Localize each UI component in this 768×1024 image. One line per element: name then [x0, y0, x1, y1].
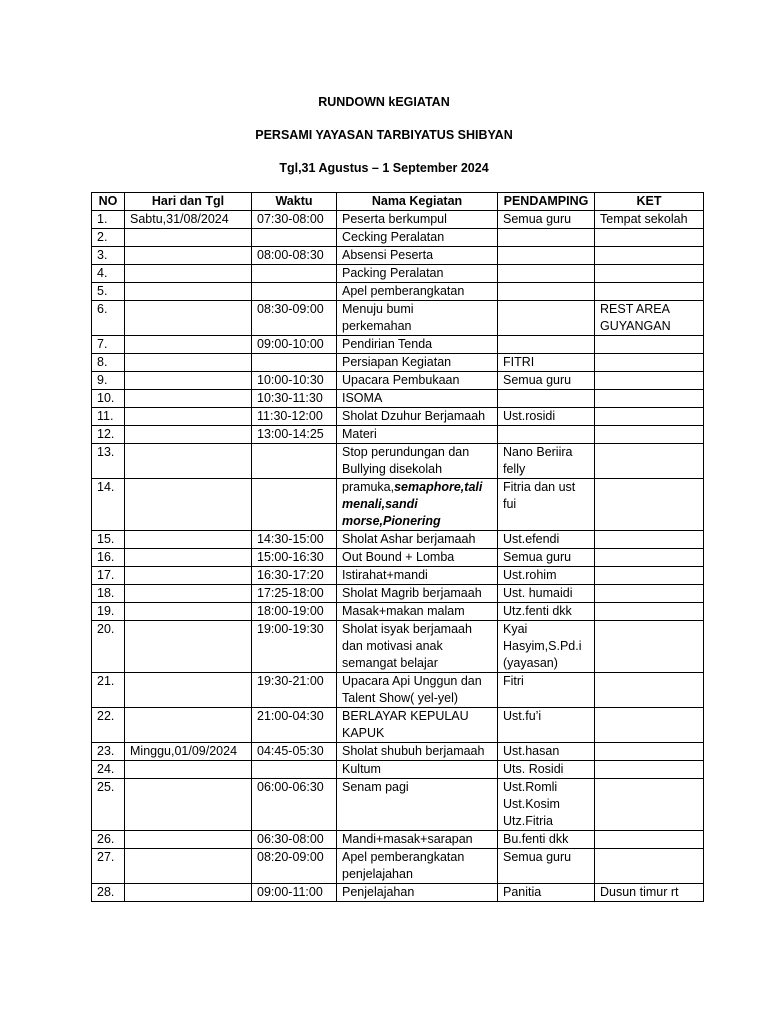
cell-waktu: 08:00-08:30 — [252, 247, 337, 265]
document-subtitle: PERSAMI YAYASAN TARBIYATUS SHIBYAN — [255, 128, 513, 142]
cell-no: 22. — [92, 708, 125, 743]
cell-pendamping: Semua guru — [498, 211, 595, 229]
cell-ket — [595, 779, 704, 831]
cell-ket — [595, 708, 704, 743]
cell-no: 24. — [92, 761, 125, 779]
cell-nama-kegiatan: Mandi+masak+sarapan — [337, 831, 498, 849]
cell-hari-dan-tgl — [125, 849, 252, 884]
cell-hari-dan-tgl — [125, 247, 252, 265]
cell-ket — [595, 479, 704, 531]
cell-ket — [595, 372, 704, 390]
cell-pendamping — [498, 265, 595, 283]
cell-hari-dan-tgl — [125, 229, 252, 247]
cell-pendamping: Fitria dan ust fui — [498, 479, 595, 531]
header-waktu: Waktu — [252, 193, 337, 211]
cell-nama-kegiatan: Senam pagi — [337, 779, 498, 831]
cell-no: 28. — [92, 884, 125, 902]
cell-waktu: 04:45-05:30 — [252, 743, 337, 761]
cell-waktu: 17:25-18:00 — [252, 585, 337, 603]
table-row — [92, 549, 704, 567]
cell-no: 19. — [92, 603, 125, 621]
cell-nama-kegiatan: Upacara Pembukaan — [337, 372, 498, 390]
table-row — [92, 211, 704, 229]
cell-nama-kegiatan: Sholat Dzuhur Berjamaah — [337, 408, 498, 426]
table-row — [92, 708, 704, 743]
cell-hari-dan-tgl — [125, 390, 252, 408]
cell-no: 15. — [92, 531, 125, 549]
cell-waktu: 09:00-10:00 — [252, 336, 337, 354]
cell-ket — [595, 229, 704, 247]
table-body — [92, 211, 704, 902]
cell-ket — [595, 247, 704, 265]
cell-ket — [595, 549, 704, 567]
cell-pendamping — [498, 283, 595, 301]
cell-no: 12. — [92, 426, 125, 444]
cell-pendamping: Ust. humaidi — [498, 585, 595, 603]
cell-no: 9. — [92, 372, 125, 390]
cell-hari-dan-tgl — [125, 621, 252, 673]
cell-pendamping: Fitri — [498, 673, 595, 708]
cell-hari-dan-tgl — [125, 673, 252, 708]
cell-ket — [595, 531, 704, 549]
cell-hari-dan-tgl — [125, 531, 252, 549]
cell-waktu: 10:00-10:30 — [252, 372, 337, 390]
cell-no: 17. — [92, 567, 125, 585]
cell-waktu: 08:30-09:00 — [252, 301, 337, 336]
cell-hari-dan-tgl: Minggu,01/09/2024 — [125, 743, 252, 761]
cell-waktu: 15:00-16:30 — [252, 549, 337, 567]
cell-nama-kegiatan: Sholat isyak berjamaah dan motivasi anak semangat belajar — [337, 621, 498, 673]
cell-waktu — [252, 265, 337, 283]
cell-pendamping — [498, 247, 595, 265]
table-row — [92, 247, 704, 265]
cell-no: 6. — [92, 301, 125, 336]
cell-hari-dan-tgl — [125, 831, 252, 849]
cell-pendamping — [498, 390, 595, 408]
cell-pendamping: Bu.fenti dkk — [498, 831, 595, 849]
cell-waktu — [252, 479, 337, 531]
rundown-table — [91, 192, 704, 902]
table-row — [92, 779, 704, 831]
cell-hari-dan-tgl — [125, 585, 252, 603]
cell-nama-kegiatan: Out Bound + Lomba — [337, 549, 498, 567]
cell-nama-kegiatan: Apel pemberangkatan — [337, 283, 498, 301]
cell-no: 5. — [92, 283, 125, 301]
cell-nama-kegiatan: ISOMA — [337, 390, 498, 408]
table-row — [92, 408, 704, 426]
cell-nama-kegiatan: Sholat shubuh berjamaah — [337, 743, 498, 761]
cell-ket: Tempat sekolah — [595, 211, 704, 229]
cell-hari-dan-tgl — [125, 708, 252, 743]
cell-waktu: 06:00-06:30 — [252, 779, 337, 831]
table-row — [92, 372, 704, 390]
table-row — [92, 390, 704, 408]
cell-ket: REST AREA GUYANGAN — [595, 301, 704, 336]
cell-no: 8. — [92, 354, 125, 372]
cell-pendamping — [498, 426, 595, 444]
header-no: NO — [92, 193, 125, 211]
cell-waktu: 19:00-19:30 — [252, 621, 337, 673]
cell-no: 1. — [92, 211, 125, 229]
cell-ket — [595, 849, 704, 884]
cell-waktu: 14:30-15:00 — [252, 531, 337, 549]
cell-hari-dan-tgl — [125, 372, 252, 390]
table-row — [92, 479, 704, 531]
cell-pendamping: Uts. Rosidi — [498, 761, 595, 779]
cell-no: 27. — [92, 849, 125, 884]
kegiatan-emphasis-text: semaphore,tali menali,sandi morse,Pionering — [342, 480, 483, 528]
header-pendamping: PENDAMPING — [498, 193, 595, 211]
cell-waktu — [252, 229, 337, 247]
cell-no: 4. — [92, 265, 125, 283]
cell-pendamping: Semua guru — [498, 549, 595, 567]
cell-ket — [595, 426, 704, 444]
table-row — [92, 761, 704, 779]
cell-pendamping: Kyai Hasyim,S.Pd.i (yayasan) — [498, 621, 595, 673]
cell-hari-dan-tgl — [125, 567, 252, 585]
cell-ket — [595, 673, 704, 708]
table-row — [92, 884, 704, 902]
cell-no: 26. — [92, 831, 125, 849]
cell-pendamping: Ust.Romli Ust.Kosim Utz.Fitria — [498, 779, 595, 831]
cell-pendamping: Panitia — [498, 884, 595, 902]
cell-no: 25. — [92, 779, 125, 831]
cell-waktu: 08:20-09:00 — [252, 849, 337, 884]
cell-waktu: 11:30-12:00 — [252, 408, 337, 426]
cell-waktu: 06:30-08:00 — [252, 831, 337, 849]
cell-nama-kegiatan: Absensi Peserta — [337, 247, 498, 265]
table-row — [92, 621, 704, 673]
cell-ket — [595, 336, 704, 354]
cell-no: 11. — [92, 408, 125, 426]
cell-pendamping: Semua guru — [498, 849, 595, 884]
cell-ket — [595, 603, 704, 621]
cell-nama-kegiatan: Peserta berkumpul — [337, 211, 498, 229]
cell-ket — [595, 390, 704, 408]
cell-hari-dan-tgl: Sabtu,31/08/2024 — [125, 211, 252, 229]
document-title: RUNDOWN kEGIATAN — [318, 95, 450, 109]
cell-nama-kegiatan: Packing Peralatan — [337, 265, 498, 283]
header-nama-kegiatan: Nama Kegiatan — [337, 193, 498, 211]
table-row — [92, 831, 704, 849]
cell-ket — [595, 354, 704, 372]
cell-no: 18. — [92, 585, 125, 603]
cell-no: 3. — [92, 247, 125, 265]
cell-nama-kegiatan: Persiapan Kegiatan — [337, 354, 498, 372]
cell-no: 16. — [92, 549, 125, 567]
cell-nama-kegiatan: Masak+makan malam — [337, 603, 498, 621]
cell-hari-dan-tgl — [125, 884, 252, 902]
cell-nama-kegiatan: Stop perundungan dan Bullying disekolah — [337, 444, 498, 479]
kegiatan-text: pramuka, — [342, 480, 395, 494]
table-row — [92, 336, 704, 354]
cell-no: 20. — [92, 621, 125, 673]
table-row — [92, 531, 704, 549]
cell-no: 2. — [92, 229, 125, 247]
cell-hari-dan-tgl — [125, 354, 252, 372]
cell-ket — [595, 743, 704, 761]
cell-hari-dan-tgl — [125, 761, 252, 779]
table-row — [92, 283, 704, 301]
cell-waktu — [252, 444, 337, 479]
cell-hari-dan-tgl — [125, 426, 252, 444]
cell-waktu: 18:00-19:00 — [252, 603, 337, 621]
table-row — [92, 673, 704, 708]
table-row — [92, 567, 704, 585]
cell-nama-kegiatan: Istirahat+mandi — [337, 567, 498, 585]
cell-ket: Dusun timur rt — [595, 884, 704, 902]
cell-pendamping: Ust.hasan — [498, 743, 595, 761]
cell-nama-kegiatan: Pendirian Tenda — [337, 336, 498, 354]
cell-ket — [595, 567, 704, 585]
document-date: Tgl,31 Agustus – 1 September 2024 — [279, 161, 489, 175]
table-row — [92, 301, 704, 336]
cell-ket — [595, 585, 704, 603]
cell-ket — [595, 283, 704, 301]
header-hari-dan-tgl: Hari dan Tgl — [125, 193, 252, 211]
cell-no: 13. — [92, 444, 125, 479]
table-row — [92, 849, 704, 884]
table-row — [92, 354, 704, 372]
cell-no: 10. — [92, 390, 125, 408]
cell-hari-dan-tgl — [125, 603, 252, 621]
cell-hari-dan-tgl — [125, 779, 252, 831]
cell-hari-dan-tgl — [125, 479, 252, 531]
cell-nama-kegiatan: Apel pemberangkatan penjelajahan — [337, 849, 498, 884]
cell-no: 14. — [92, 479, 125, 531]
table-row — [92, 585, 704, 603]
cell-pendamping — [498, 301, 595, 336]
cell-waktu: 13:00-14:25 — [252, 426, 337, 444]
table-row — [92, 743, 704, 761]
cell-no: 7. — [92, 336, 125, 354]
cell-hari-dan-tgl — [125, 301, 252, 336]
cell-nama-kegiatan: Cecking Peralatan — [337, 229, 498, 247]
cell-waktu: 07:30-08:00 — [252, 211, 337, 229]
cell-no: 23. — [92, 743, 125, 761]
table-row — [92, 444, 704, 479]
cell-pendamping: Semua guru — [498, 372, 595, 390]
cell-hari-dan-tgl — [125, 265, 252, 283]
header-ket: KET — [595, 193, 704, 211]
cell-nama-kegiatan: Sholat Ashar berjamaah — [337, 531, 498, 549]
cell-ket — [595, 621, 704, 673]
cell-hari-dan-tgl — [125, 336, 252, 354]
cell-waktu — [252, 354, 337, 372]
cell-nama-kegiatan: Kultum — [337, 761, 498, 779]
cell-nama-kegiatan: Materi — [337, 426, 498, 444]
table-row — [92, 229, 704, 247]
cell-hari-dan-tgl — [125, 408, 252, 426]
cell-pendamping: Ust.rohim — [498, 567, 595, 585]
cell-hari-dan-tgl — [125, 283, 252, 301]
cell-pendamping: Ust.fu’i — [498, 708, 595, 743]
cell-pendamping: Ust.rosidi — [498, 408, 595, 426]
cell-nama-kegiatan: Menuju bumi perkemahan — [337, 301, 498, 336]
table-row — [92, 426, 704, 444]
cell-waktu: 19:30-21:00 — [252, 673, 337, 708]
cell-nama-kegiatan: Sholat Magrib berjamaah — [337, 585, 498, 603]
cell-nama-kegiatan: Penjelajahan — [337, 884, 498, 902]
cell-nama-kegiatan: Upacara Api Unggun dan Talent Show( yel-yel) — [337, 673, 498, 708]
cell-ket — [595, 761, 704, 779]
cell-hari-dan-tgl — [125, 549, 252, 567]
cell-waktu: 09:00-11:00 — [252, 884, 337, 902]
table-header-row — [92, 193, 704, 211]
cell-nama-kegiatan — [337, 479, 498, 531]
cell-pendamping — [498, 336, 595, 354]
cell-pendamping: Utz.fenti dkk — [498, 603, 595, 621]
cell-ket — [595, 831, 704, 849]
cell-ket — [595, 444, 704, 479]
cell-hari-dan-tgl — [125, 444, 252, 479]
cell-waktu: 16:30-17:20 — [252, 567, 337, 585]
cell-waktu — [252, 761, 337, 779]
table-row — [92, 265, 704, 283]
table-row — [92, 603, 704, 621]
cell-ket — [595, 408, 704, 426]
cell-waktu: 21:00-04:30 — [252, 708, 337, 743]
cell-pendamping: FITRI — [498, 354, 595, 372]
cell-pendamping — [498, 229, 595, 247]
cell-pendamping: Ust.efendi — [498, 531, 595, 549]
cell-waktu: 10:30-11:30 — [252, 390, 337, 408]
cell-nama-kegiatan: BERLAYAR KEPULAU KAPUK — [337, 708, 498, 743]
cell-no: 21. — [92, 673, 125, 708]
cell-ket — [595, 265, 704, 283]
cell-pendamping: Nano Beriira felly — [498, 444, 595, 479]
cell-waktu — [252, 283, 337, 301]
